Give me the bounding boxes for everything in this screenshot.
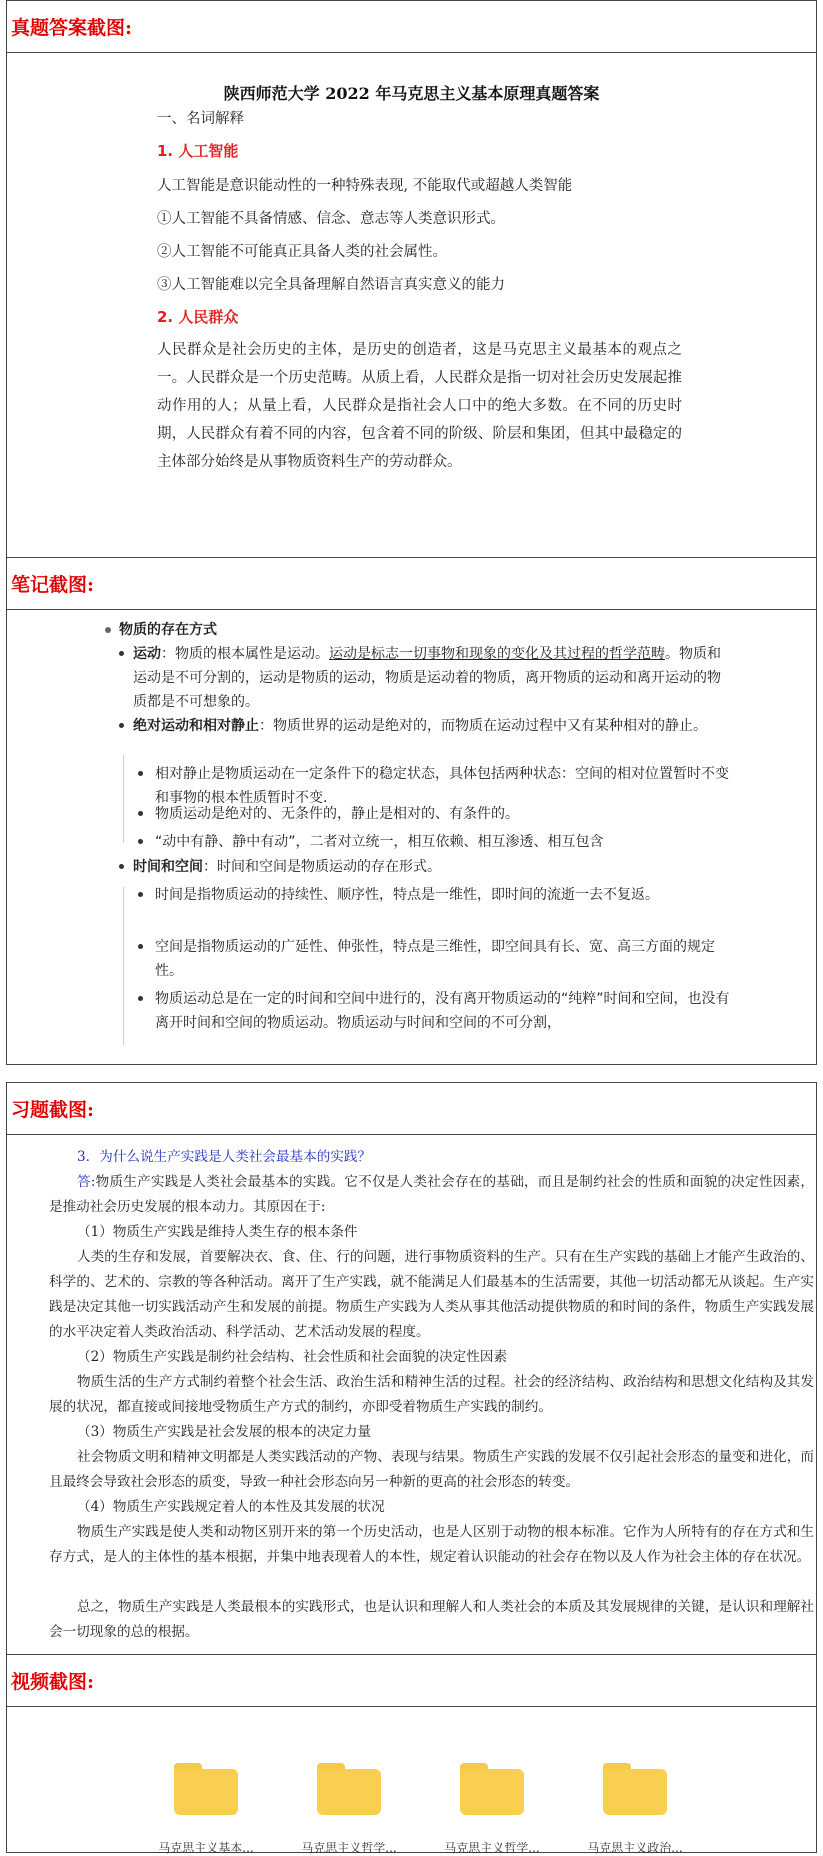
folder-label: 马克思主义基本... xyxy=(158,1841,254,1855)
notes-sub-item: 物质运动是绝对的、无条件的，静止是相对的、有条件的。 xyxy=(155,806,519,822)
point-2-title: （2）物质生产实践是制约社会结构、社会性质和社会面貌的决定性因素 xyxy=(77,1349,508,1365)
point-4-title: （4）物质生产实践规定着人的本性及其发展的状况 xyxy=(77,1499,385,1515)
answer-section xyxy=(6,0,817,558)
point-4-text: 物质生产实践是使人类和动物区别开来的第一个历史活动，也是人区别于动物的根本标准。它作为人所特有的存在方式和生存方式，是人的主体性的基本根据，并集中地表现着人的本性，规定着认识能动的社会存在物以及人作为社会主体的存在状况。 xyxy=(49,1524,814,1565)
answer-document xyxy=(7,53,816,557)
folder-list xyxy=(7,1707,816,1855)
bullet-icon xyxy=(105,627,111,633)
video-section xyxy=(6,1654,817,1853)
indent-guide xyxy=(123,887,124,1045)
term-1-line: ②人工智能不可能真正具备人类的社会属性。 xyxy=(157,244,447,260)
notes-section xyxy=(6,557,817,1065)
bullet-icon xyxy=(119,723,124,728)
video-section-title: 视频截图: xyxy=(11,1671,95,1693)
term-heading-2: 2. 人民群众 xyxy=(157,308,239,326)
notes-sub-item: 相对静止是物质运动在一定条件下的稳定状态，具体包括两种状态：空间的相对位置暂时不变和事物的根本性质暂时不变. xyxy=(155,766,729,806)
folder-item[interactable] xyxy=(146,1763,266,1856)
folder-label: 马克思主义哲学... xyxy=(301,1841,397,1855)
notes-motion: 运动：物质的根本属性是运动。运动是标志一切事物和现象的变化及其过程的哲学范畴。物质和运动是不可分割的，运动是物质的运动，物质是运动着的物质，离开物质的运动和离开运动的物质都是不可想象的。 xyxy=(133,646,721,710)
notes-section-title: 笔记截图: xyxy=(11,574,95,596)
bullet-icon xyxy=(119,864,124,869)
folder-icon xyxy=(174,1763,238,1815)
bullet-icon xyxy=(138,996,143,1001)
folder-label: 马克思主义哲学... xyxy=(444,1841,540,1855)
exercise-section-header xyxy=(7,1083,816,1135)
folder-item[interactable] xyxy=(432,1763,552,1856)
video-section-header xyxy=(7,1655,816,1707)
term-heading-1: 1. 人工智能 xyxy=(157,142,239,160)
exercise-content xyxy=(7,1135,816,1654)
bullet-icon xyxy=(138,771,143,776)
notes-section-header xyxy=(7,558,816,610)
folder-icon xyxy=(603,1763,667,1815)
point-3-text: 社会物质文明和精神文明都是人类实践活动的产物、表现与结果。物质生产实践的发展不仅引起社会形态的量变和进化，而且最终会导致社会形态的质变，导致一种社会形态向另一种新的更高的社会形态的转变。 xyxy=(49,1449,814,1490)
notes-sub-item: 时间是指物质运动的持续性、顺序性，特点是一维性，即时间的流逝一去不复返。 xyxy=(155,887,659,903)
bullet-icon xyxy=(119,651,124,656)
notes-time-space: 时间和空间：时间和空间是物质运动的存在形式。 xyxy=(133,859,441,875)
answer-section-header xyxy=(7,1,816,53)
folder-label: 马克思主义政治... xyxy=(587,1841,683,1855)
point-1-text: 人类的生存和发展，首要解决衣、食、住、行的问题，进行事物质资料的生产。只有在生产实践的基础上才能产生政治的、科学的、艺术的、宗教的等各种活动。离开了生产实践，就不能满足人们最基本的生活需要，其他一切活动都无从谈起。生产实践是决定其他一切实践活动产生和发展的前提。物质生产实践为人类从事其他活动提供物质的和时间的条件，物质生产实践发展的水平决定着人类政治活动、科学活动、艺术活动发展的程度。 xyxy=(49,1249,814,1340)
point-3-title: （3）物质生产实践是社会发展的根本的决定力量 xyxy=(77,1424,372,1440)
answer-intro: 答:物质生产实践是人类社会最基本的实践。它不仅是人类社会存在的基础，而且是制约社会的性质和面貌的决定性因素，是推动社会历史发展的根本动力。其原因在于: xyxy=(49,1174,814,1215)
folder-icon xyxy=(317,1763,381,1815)
bullet-icon xyxy=(138,944,143,949)
term-2-paragraph: 人民群众是社会历史的主体，是历史的创造者，这是马克思主义最基本的观点之一。人民群众是一个历史范畴。从质上看，人民群众是指一切对社会历史发展起推动作用的人；从量上看，人民群众是指社会人口中的绝大多数。在不同的历史时期，人民群众有着不同的内容，包含着不同的阶级、阶层和集团，但其中最稳定的主体部分始终是从事物质资料生产的劳动群众。 xyxy=(157,342,682,470)
exercise-section xyxy=(6,1082,817,1655)
conclusion-text: 总之，物质生产实践是人类最根本的实践形式，也是认识和理解人和人类社会的本质及其发展规律的关键，是认识和理解社会一切现象的总的根据。 xyxy=(49,1599,814,1640)
term-1-line: ③人工智能难以完全具备理解自然语言真实意义的能力 xyxy=(157,277,505,293)
notes-sub-item: 物质运动总是在一定的时间和空间中进行的，没有离开物质运动的“纯粹”时间和空间，也没有离开时间和空间的物质运动。物质运动与时间和空间的不可分割， xyxy=(155,991,730,1031)
document-title: 陕西师范大学 2022 年马克思主义基本原理真题答案 xyxy=(223,84,600,103)
notes-absolute-motion: 绝对运动和相对静止：物质世界的运动是绝对的，而物质在运动过程中又有某种相对的静止。 xyxy=(133,718,707,734)
term-1-line: 人工智能是意识能动性的一种特殊表现, 不能取代或超越人类智能 xyxy=(157,178,573,194)
folder-item[interactable] xyxy=(575,1763,695,1856)
exercise-section-title: 习题截图: xyxy=(11,1099,95,1121)
term-1-line: ①人工智能不具备情感、信念、意志等人类意识形式。 xyxy=(157,211,505,227)
indent-guide xyxy=(123,755,124,843)
notes-heading: 物质的存在方式 xyxy=(119,622,217,638)
folder-icon xyxy=(460,1763,524,1815)
folder-item[interactable] xyxy=(289,1763,409,1856)
point-1-title: （1）物质生产实践是维持人类生存的根本条件 xyxy=(77,1224,358,1240)
notes-sub-item: “动中有静、静中有动”，二者对立统一，相互依赖、相互渗透、相互包含 xyxy=(155,834,604,850)
bullet-icon xyxy=(138,811,143,816)
point-2-text: 物质生活的生产方式制约着整个社会生活、政治生活和精神生活的过程。社会的经济结构、政治结构和思想文化结构及其发展的状况，都直接或间接地受物质生产方式的制约，亦即受着物质生产实践的制约。 xyxy=(49,1374,814,1415)
bullet-icon xyxy=(138,839,143,844)
answer-section-title: 真题答案截图: xyxy=(11,17,133,39)
question-text: 3．为什么说生产实践是人类社会最基本的实践？ xyxy=(77,1149,372,1165)
notes-content xyxy=(7,610,816,1064)
section-heading: 一、名词解释 xyxy=(157,111,244,127)
bullet-icon xyxy=(138,892,143,897)
notes-sub-item: 空间是指物质运动的广延性、伸张性，特点是三维性，即空间具有长、宽、高三方面的规定性。 xyxy=(155,939,715,979)
